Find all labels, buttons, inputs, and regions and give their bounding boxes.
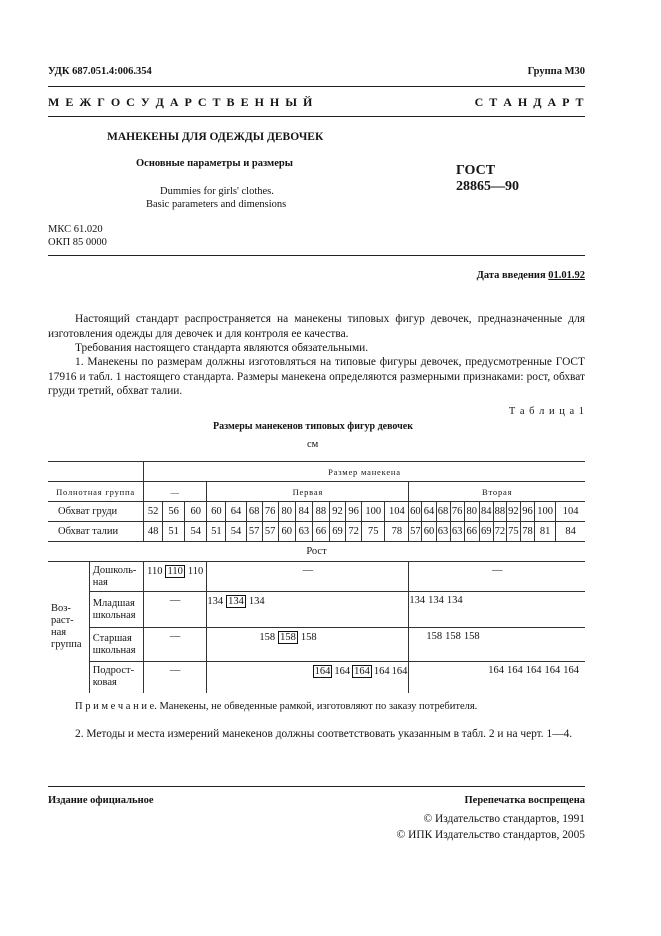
height-value: 110: [147, 566, 163, 577]
height-value: 164: [488, 665, 504, 676]
reprint-prohibited: Перепечатка воспрещена: [464, 795, 585, 806]
table-unit: см: [307, 439, 319, 450]
height-value: 158: [426, 631, 443, 642]
height-value: 164: [391, 666, 408, 677]
height-g0: —: [144, 628, 207, 662]
height-value-boxed: 110: [167, 566, 183, 577]
height-g2: [409, 662, 585, 693]
group-first: Первая: [207, 482, 409, 502]
waist-cell: 54: [185, 522, 207, 542]
paragraph-clause-1: 1. Манекены по размерам должны изготовляться на типовые фигуры девочек, предусмотренные ГОСТ 17916 и табл. 1 настоящего стандарта. Размеры манекена определяются размерными признаками: рост, обхват груди третий, обхват талии.: [48, 356, 585, 397]
height-value: 134: [248, 596, 265, 607]
height-value: 158: [445, 631, 461, 642]
waist-cell: 57: [262, 522, 278, 542]
copyright-1991: © Издательство стандартов, 1991: [423, 813, 585, 825]
page-subtitle: Основные параметры и размеры: [136, 158, 293, 169]
height-value: 134: [409, 595, 426, 606]
table-label: Т а б л и ц а 1: [508, 406, 585, 417]
height-value: 164: [544, 665, 561, 676]
waist-cell: 54: [226, 522, 246, 542]
waist-cell: 57: [409, 522, 422, 542]
chest-cell: 92: [506, 502, 520, 522]
paragraph-mandatory: Требования настоящего стандарта являются обязательными.: [75, 342, 369, 354]
chest-cell: 88: [312, 502, 329, 522]
height-value: 134: [446, 595, 463, 606]
height-g0: [144, 562, 207, 592]
height-value-boxed: 164: [314, 666, 331, 677]
height-g0: —: [144, 592, 207, 628]
height-value: 110: [187, 566, 204, 577]
english-title-line1: Dummies for girls' clothes.: [160, 186, 274, 197]
height-value: 158: [463, 631, 480, 642]
chest-cell: 64: [422, 502, 436, 522]
intro-date-value: 01.01.92: [548, 270, 585, 281]
height-value: 164: [507, 665, 523, 676]
intro-date: [477, 270, 585, 281]
paragraph-scope: Настоящий стандарт распространяется на манекены типовых фигур девочек, предназначенные для изготовления одежды для девочек и для контроля ее качества.: [48, 313, 585, 340]
height-value: 164: [563, 665, 579, 676]
waist-row: [48, 522, 585, 542]
waist-cell: 81: [535, 522, 556, 542]
waist-cell: 78: [385, 522, 409, 542]
chest-cell: 64: [226, 502, 246, 522]
copyright-2005: © ИПК Издательство стандартов, 2005: [396, 829, 585, 841]
footer-rule: [48, 786, 585, 787]
table-header-row: [48, 462, 585, 482]
waist-cell: 51: [207, 522, 226, 542]
waist-cell: 69: [329, 522, 345, 542]
waist-cell: 69: [479, 522, 493, 542]
chest-label: Обхват груди: [48, 502, 144, 522]
waist-cell: 48: [144, 522, 163, 542]
height-value: 164: [373, 666, 390, 677]
chest-cell: 60: [207, 502, 226, 522]
okp-code: ОКП 85 0000: [48, 237, 107, 248]
height-value: 134: [207, 596, 224, 607]
english-title-line2: Basic parameters and dimensions: [146, 199, 287, 210]
age-label: Дошколь- ная: [89, 562, 143, 592]
height-header: Рост: [48, 542, 585, 562]
paragraph-clause-2: 2. Методы и места измерений манекенов должны соответствовать указанным в табл. 2 и на черт. 1—4.: [75, 728, 573, 740]
height-value-boxed: 158: [280, 632, 296, 643]
height-header-row: [48, 542, 585, 562]
chest-cell: 68: [436, 502, 450, 522]
waist-cell: 51: [163, 522, 185, 542]
waist-cell: 63: [295, 522, 312, 542]
height-g1: —: [207, 562, 409, 592]
height-value: 164: [334, 666, 351, 677]
height-g1: [207, 662, 409, 693]
waist-cell: 84: [556, 522, 585, 542]
page-title: МАНЕКЕНЫ ДЛЯ ОДЕЖДЫ ДЕВОЧЕК: [107, 131, 324, 143]
age-group-label: Воз- раст- ная группа: [48, 562, 89, 693]
chest-cell: 52: [144, 502, 163, 522]
chest-cell: 88: [493, 502, 506, 522]
group-code: Группа М30: [527, 66, 585, 77]
height-value: 134: [428, 595, 444, 606]
chest-cell: 84: [479, 502, 493, 522]
chest-cell: 80: [278, 502, 295, 522]
chest-row: [48, 502, 585, 522]
table-group-row: [48, 482, 585, 502]
waist-cell: 66: [312, 522, 329, 542]
age-row-teen: [48, 662, 585, 693]
height-value: 158: [259, 632, 276, 643]
banner-interstate: М Е Ж Г О С У Д А Р С Т В Е Н Н Ы Й: [48, 95, 314, 109]
chest-cell: 96: [346, 502, 362, 522]
header-fullness-group: Полнотная группа: [48, 482, 144, 502]
waist-cell: 75: [506, 522, 520, 542]
chest-cell: 68: [246, 502, 262, 522]
table-note: П р и м е ч а н и е. Манекены, не обведенные рамкой, изготовляют по заказу потребителя.: [75, 701, 478, 712]
chest-cell: 84: [295, 502, 312, 522]
mks-code: МКС 61.020: [48, 224, 103, 235]
banner-rule: [48, 116, 585, 117]
top-rule: [48, 86, 585, 87]
gost-number: 28865—90: [456, 179, 519, 194]
waist-cell: 60: [278, 522, 295, 542]
chest-cell: 76: [450, 502, 464, 522]
age-row-senior: [48, 628, 585, 662]
chest-cell: 100: [362, 502, 385, 522]
height-g2: [409, 592, 585, 628]
chest-cell: 60: [185, 502, 207, 522]
chest-cell: 76: [262, 502, 278, 522]
waist-label: Обхват талии: [48, 522, 144, 542]
height-g2: —: [409, 562, 585, 592]
height-g1: [207, 628, 409, 662]
height-g0: —: [144, 662, 207, 693]
chest-cell: 96: [520, 502, 534, 522]
gost-label: ГОСТ: [456, 163, 496, 178]
table-title: Размеры манекенов типовых фигур девочек: [213, 421, 413, 432]
chest-cell: 60: [409, 502, 422, 522]
height-g2: [409, 628, 585, 662]
height-value: 164: [525, 665, 542, 676]
age-label: Старшая школьная: [89, 628, 143, 662]
intro-date-label: Дата введения: [476, 270, 546, 281]
codes-rule: [48, 255, 585, 256]
chest-cell: 80: [464, 502, 479, 522]
chest-cell: 104: [556, 502, 585, 522]
chest-cell: 104: [385, 502, 409, 522]
group-none: —: [144, 482, 207, 502]
banner-standard: С Т А Н Д А Р Т: [474, 95, 585, 109]
age-label: Подрост- ковая: [89, 662, 143, 693]
waist-cell: 75: [362, 522, 385, 542]
age-row-junior: [48, 592, 585, 628]
waist-cell: 66: [464, 522, 479, 542]
age-row-preschool: [48, 562, 585, 592]
waist-cell: 72: [346, 522, 362, 542]
age-label: Младшая школьная: [89, 592, 143, 628]
sizes-table: [48, 461, 585, 693]
waist-cell: 78: [520, 522, 534, 542]
chest-cell: 92: [329, 502, 345, 522]
chest-cell: 56: [163, 502, 185, 522]
waist-cell: 72: [493, 522, 506, 542]
waist-cell: 63: [436, 522, 450, 542]
height-value: 158: [300, 632, 317, 643]
group-second: Вторая: [409, 482, 585, 502]
udk-code: УДК 687.051.4:006.354: [48, 66, 152, 77]
header-size: Размер манекена: [144, 462, 585, 482]
waist-cell: 57: [246, 522, 262, 542]
chest-cell: 100: [535, 502, 556, 522]
waist-cell: 63: [450, 522, 464, 542]
official-edition: Издание официальное: [48, 795, 154, 806]
height-value-boxed: 164: [354, 666, 370, 677]
height-g1: [207, 592, 409, 628]
height-value-boxed: 134: [228, 596, 244, 607]
waist-cell: 60: [422, 522, 436, 542]
